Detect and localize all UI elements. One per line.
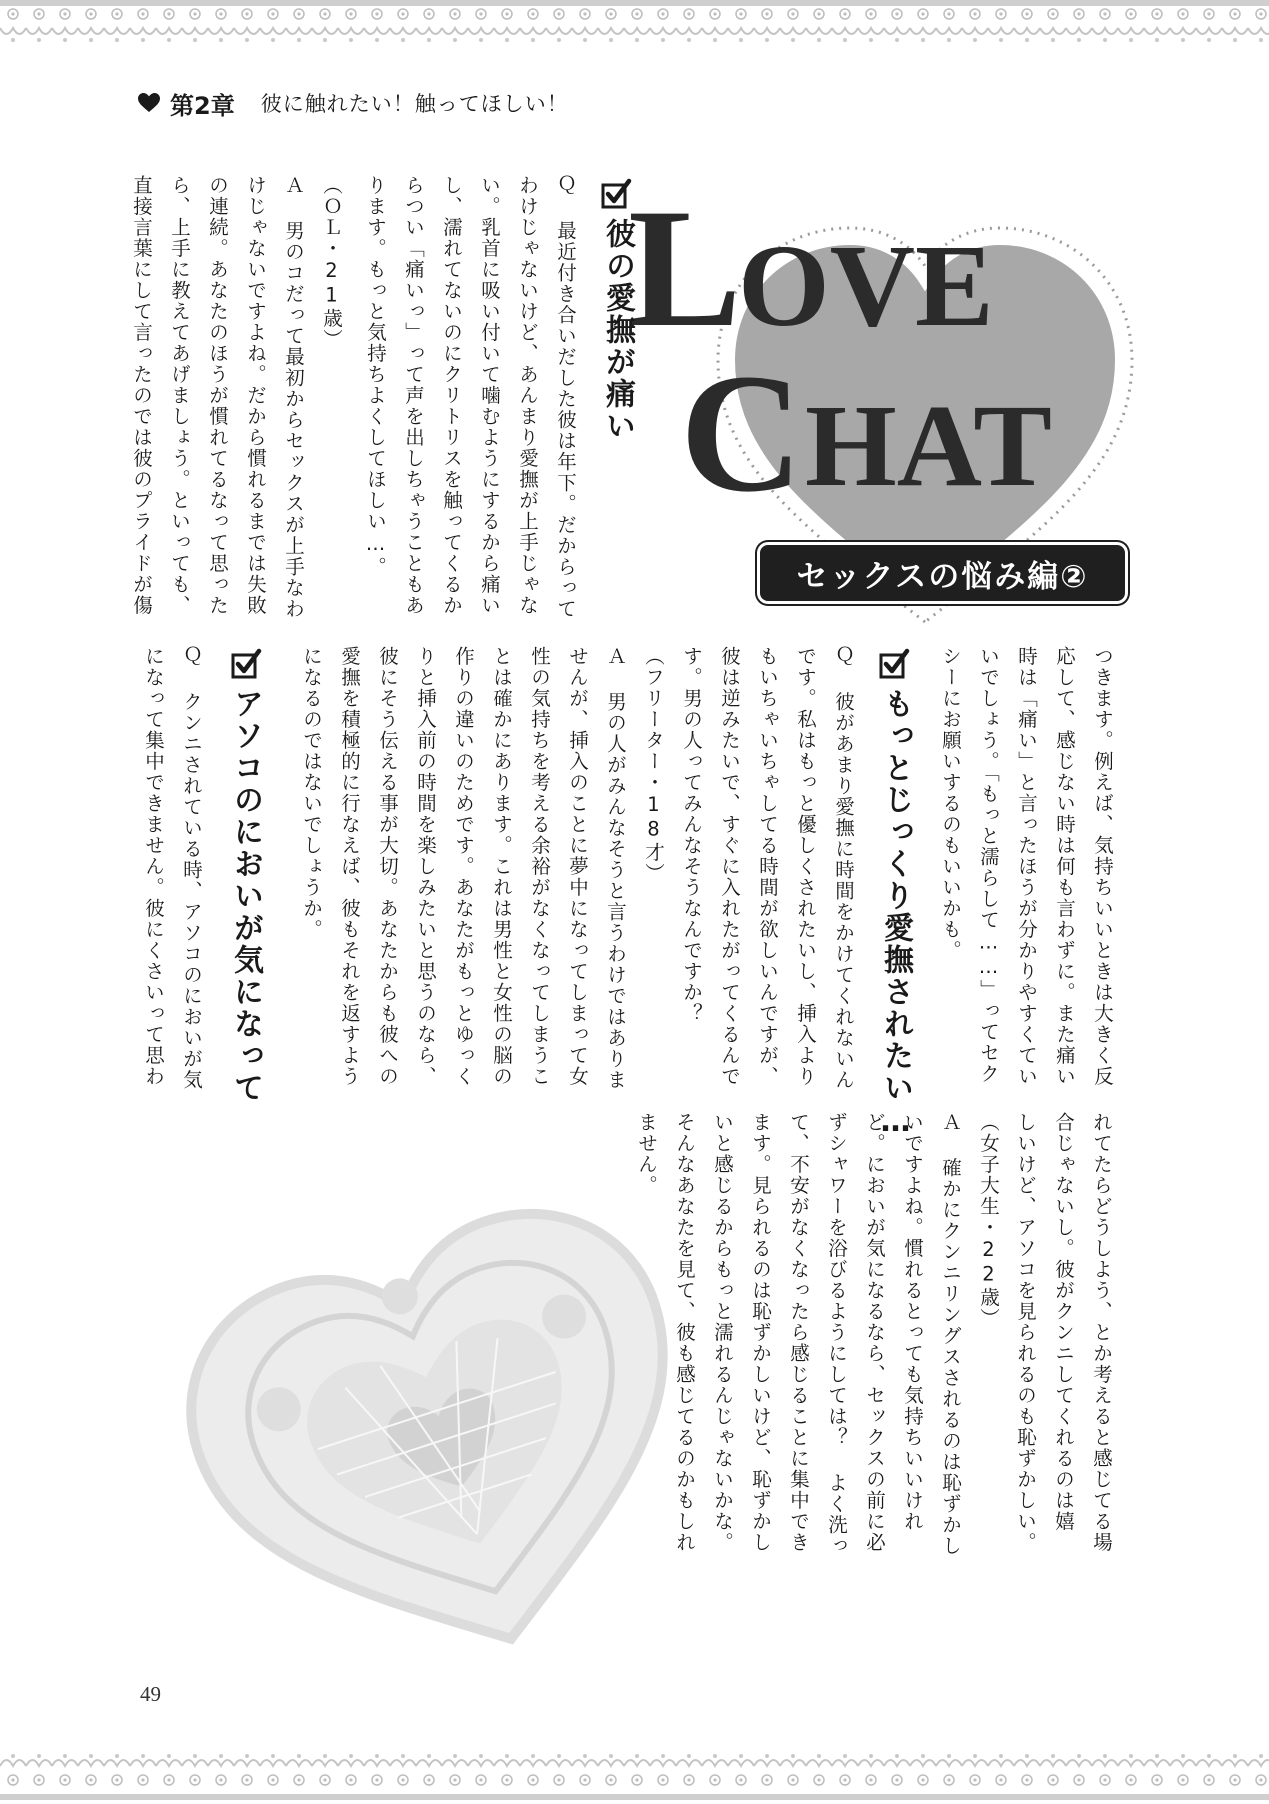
- chapter-header: [138, 86, 569, 120]
- bottom-lace-border: [0, 1744, 1269, 1800]
- checkbox-icon: [600, 178, 632, 210]
- section2-question: Ｑ 彼があまり愛撫に時間をかけてくれないん です。私はもっと優しくされたいし、挿入より もいちゃいちゃしてる時間が欲しいんですが、 彼は逆みたいで、すぐに入れたがってくるんで す。男の人ってみんなそうなんですか？: [680, 646, 855, 1091]
- section3-answer: Ａ 確かにクンニリングスされるのは恥ずかし いですよね。慣れるとっても気持ちいいけれ ど。においが気になるなら、セックスの前に必 ずシャワーを浴びるようにしては？ よく洗っ て、不安がなくなったら感じることに集中でき ます。見られるのは恥ずかしいけど、恥ずかし いと感じるからもっと濡れるんじゃないかな。 そんなあなたを見て、彼も感じてるのかもしれ ません。: [635, 1112, 962, 1557]
- section1-answer-part2: つきます。例えば、気持ちいいときは大きく反 応して、感じない時は何も言わずに。また痛い 時は「痛い」と言ったほうが分かりやすくてい いでしょう。「もっと濡らして……」ってセク シーにお願いするのもいいかも。: [939, 646, 1114, 1087]
- subtitle-banner: セックスの悩み編②: [760, 545, 1125, 601]
- logo-text-hat: HAT: [805, 380, 1052, 511]
- chapter-title: 彼に触れたい！触ってほしい！: [260, 92, 569, 116]
- logo-text-ove: OVE: [738, 220, 994, 351]
- section3-author: （女子大生・22歳）: [977, 1112, 1000, 1329]
- section1-author: （ＯＬ・21歳）: [320, 175, 343, 350]
- section1-heading: 彼の愛撫が痛い: [600, 218, 635, 442]
- logo-letter-l: L: [628, 174, 742, 362]
- heart-icon: [138, 93, 160, 113]
- page-number: 49: [140, 1682, 161, 1706]
- section3-heading: アソコのにおいが気になって: [228, 688, 263, 1104]
- top-lace-border: [0, 0, 1269, 56]
- section3-question-part1: Ｑ クンニされている時、アソコのにおいが気 になって集中できません。彼にくさいって思わ: [142, 646, 203, 1091]
- checkbox-icon: [230, 648, 262, 680]
- section2-author: （フリーター・18才）: [642, 646, 665, 884]
- section3-question-part2: れてたらどうしよう、とか考えると感じてる場 合じゃないし。彼がクンニしてくれるのは嬉 しいけど、アソコを見られるのも恥ずかしい。: [1014, 1112, 1113, 1553]
- section2-heading: もっとじっくり愛撫されたい…: [878, 688, 913, 1141]
- decorative-lace-heart: [140, 1160, 740, 1680]
- chapter-number: 第2章: [170, 91, 235, 120]
- logo-letter-c: C: [680, 339, 803, 527]
- section2-answer: Ａ 男の人がみんなそうと言うわけではありま せんが、挿入のことに夢中になってしまって女 性の気持ちを考える余裕がなくなってしまうこ とは確かにあります。これは男性と女性の脳の 作りの違いのためです。あなたがもっとゆっく りと挿入前の時間を楽しみたいと思うのなら、 彼にそう伝える事が大切。あなたからも彼への 愛撫を積極的に行なえば、彼もそれを返すよう になるのではないでしょうか。: [300, 646, 627, 1091]
- checkbox-icon: [878, 648, 910, 680]
- section1-question: Ｑ 最近付き合いだした彼は年下。だからって わけじゃないけど、あんまり愛撫が上手じゃな い。乳首に吸い付いて噛むようにするから痛い し、濡れてないのにクリトリスを触ってくるか らつい「痛いっ」って声を出しちゃうこともあ ります。もっと気持ちよくしてほしい…。: [364, 175, 577, 620]
- section1-answer-part1: Ａ 男のコだって最初からセックスが上手なわ けじゃないですよね。だから慣れるまでは失敗 の連続。あなたのほうが慣れてるなって思った ら、上手に教えてあげましょう。といっても、 直接言葉にして言ったのでは彼のプライドが傷: [130, 175, 305, 620]
